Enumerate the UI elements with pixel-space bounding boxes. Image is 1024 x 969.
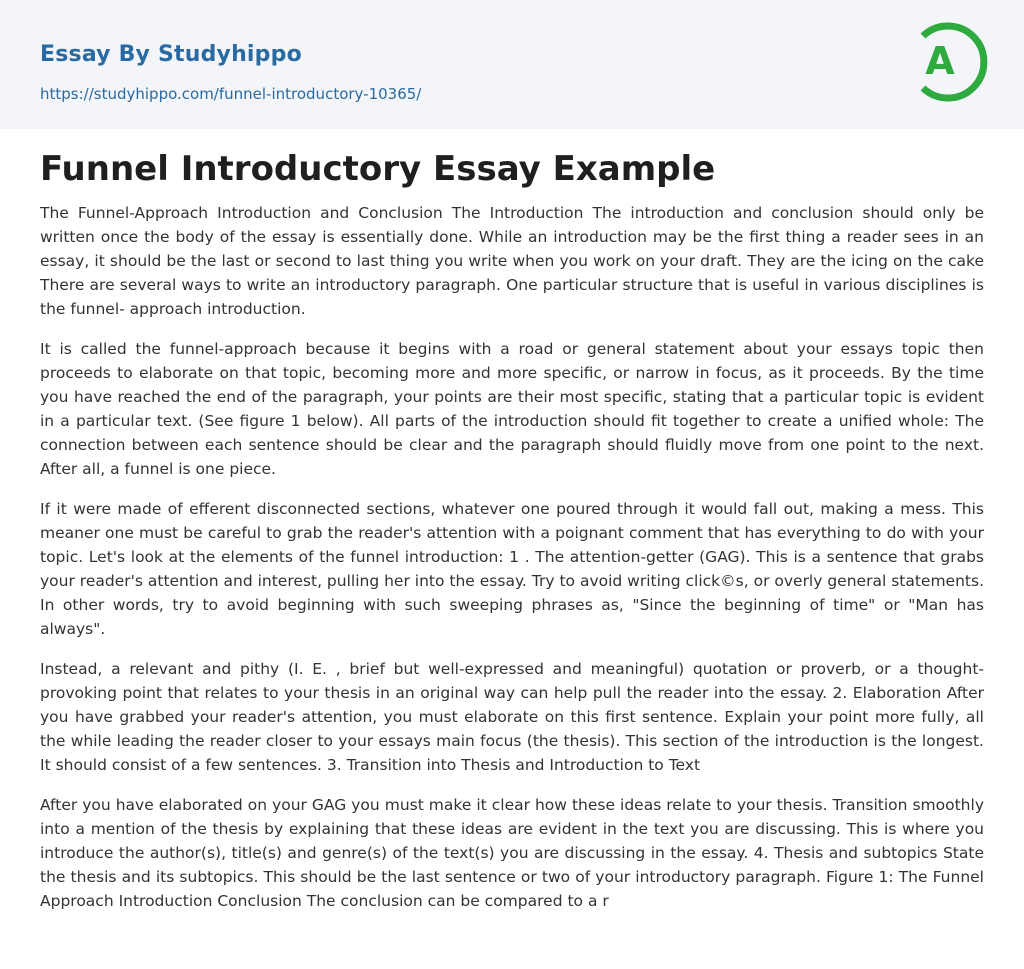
article-content xyxy=(0,129,1024,913)
logo-letter: A xyxy=(925,39,955,83)
page-title: Funnel Introductory Essay Example xyxy=(40,149,716,189)
site-header xyxy=(0,0,1024,129)
paragraph: Instead, a relevant and pithy (I. E. , brief but well-expressed and meaningful) quotation or proverb, or a thought-provoking point that relates to your thesis in an original way can help pull the reader into the essay. 2. Elaboration After you have grabbed your reader's attention, you must elaborate on this first sentence. Explain your point more fully, all the while leading the reader closer to your essays main focus (the thesis). This section of the introduction is the longest. It should consist of a few sentences. 3. Transition into Thesis and Introduction to Text xyxy=(40,660,984,774)
site-brand[interactable]: Essay By Studyhippo xyxy=(40,42,302,67)
paragraph: The Funnel-Approach Introduction and Conclusion The Introduction The introduction and conclusion should only be written once the body of the essay is essentially done. While an introduction may be the first thing a reader sees in an essay, it should be the last or second to last thing you write when you work on your draft. They are the icing on the cake There are several ways to write an introductory paragraph. One particular structure that is useful in various disciplines is the funnel- approach introduction. xyxy=(40,204,984,318)
studyhippo-logo-icon[interactable] xyxy=(912,18,988,106)
paragraph: After you have elaborated on your GAG you must make it clear how these ideas relate to your thesis. Transition smoothly into a mention of the thesis by explaining that these ideas are evident in the text you are discussing. This is where you introduce the author(s), title(s) and genre(s) of the text(s) you are discussing in the essay. 4. Thesis and subtopics State the thesis and its subtopics. This should be the last sentence or two of your introductory paragraph. Figure 1: The Funnel Approach Introduction Conclusion The conclusion can be compared to a r xyxy=(40,796,984,910)
source-url-link[interactable]: https://studyhippo.com/funnel-introductory-10365/ xyxy=(40,85,422,103)
paragraph: If it were made of efferent disconnected sections, whatever one poured through it would fall out, making a mess. This meaner one must be careful to grab the reader's attention with a poignant comment that has everything to do with your topic. Let's look at the elements of the funnel introduction: 1 . The attention-getter (GAG). This is a sentence that grabs your reader's attention and interest, pulling her into the essay. Try to avoid writing click©s, or overly general statements. In other words, try to avoid beginning with such sweeping phrases as, "Since the beginning of time" or "Man has always". xyxy=(40,500,984,638)
paragraph: It is called the funnel-approach because it begins with a road or general statement about your essays topic then proceeds to elaborate on that topic, becoming more and more specific, or narrow in focus, as it proceeds. By the time you have reached the end of the paragraph, your points are their most specific, stating that a particular topic is evident in a particular text. (See figure 1 below). All parts of the introduction should fit together to create a unified whole: The connection between each sentence should be clear and the paragraph should fluidly move from one point to the next. After all, a funnel is one piece. xyxy=(40,340,984,478)
